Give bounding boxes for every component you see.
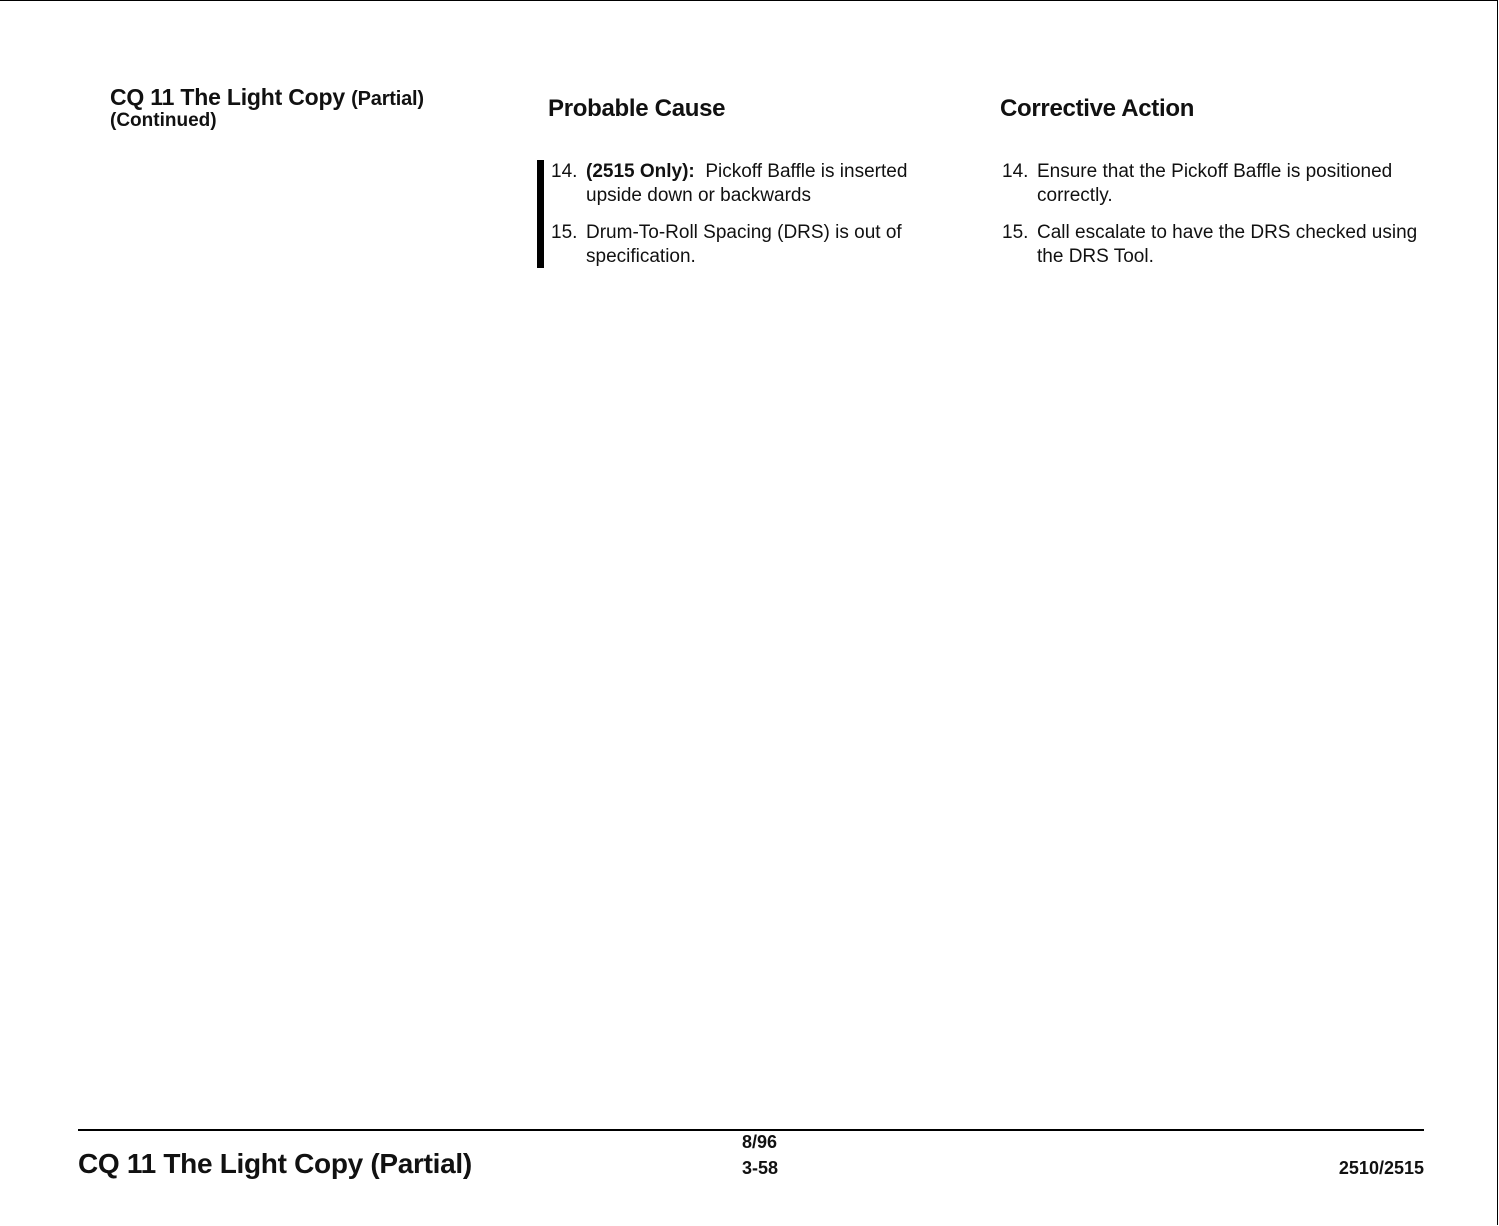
footer-page-number: 3-58 <box>742 1158 779 1178</box>
footer-title: CQ 11 The Light Copy (Partial) <box>78 1148 472 1179</box>
footer-date: 8/96 <box>742 1132 778 1152</box>
action-item <box>1002 160 1432 208</box>
action-item-text: Call escalate to have the DRS checked using the DRS Tool. <box>1037 222 1418 267</box>
action-item <box>1002 221 1432 269</box>
section-title-paren: (Partial) <box>351 88 424 110</box>
footer-model-number: 2510/2515 <box>1338 1158 1424 1178</box>
cause-item-number: 14. <box>551 161 578 182</box>
action-item-number: 14. <box>1002 161 1029 182</box>
cause-item <box>551 221 931 269</box>
section-title-main: CQ 11 The Light Copy <box>110 84 345 110</box>
cause-item-bold-prefix: (2515 Only): <box>586 161 695 182</box>
cause-item <box>551 160 931 208</box>
revision-change-bar <box>537 160 544 268</box>
footer-rule <box>78 1129 1424 1131</box>
cause-item-body: Pickoff Baffle is inserted upside down or backwards <box>586 161 908 206</box>
action-item-text: Ensure that the Pickoff Baffle is positioned correctly. <box>1037 161 1393 206</box>
cause-item-text <box>586 160 931 208</box>
cause-item-number: 15. <box>551 222 578 243</box>
section-subtitle: (Continued) <box>110 110 217 131</box>
section-title <box>110 84 424 111</box>
cause-item-text: Drum-To-Roll Spacing (DRS) is out of specification. <box>586 222 902 267</box>
corrective-action-heading: Corrective Action <box>1000 95 1195 122</box>
probable-cause-heading: Probable Cause <box>548 95 726 122</box>
action-item-number: 15. <box>1002 222 1029 243</box>
